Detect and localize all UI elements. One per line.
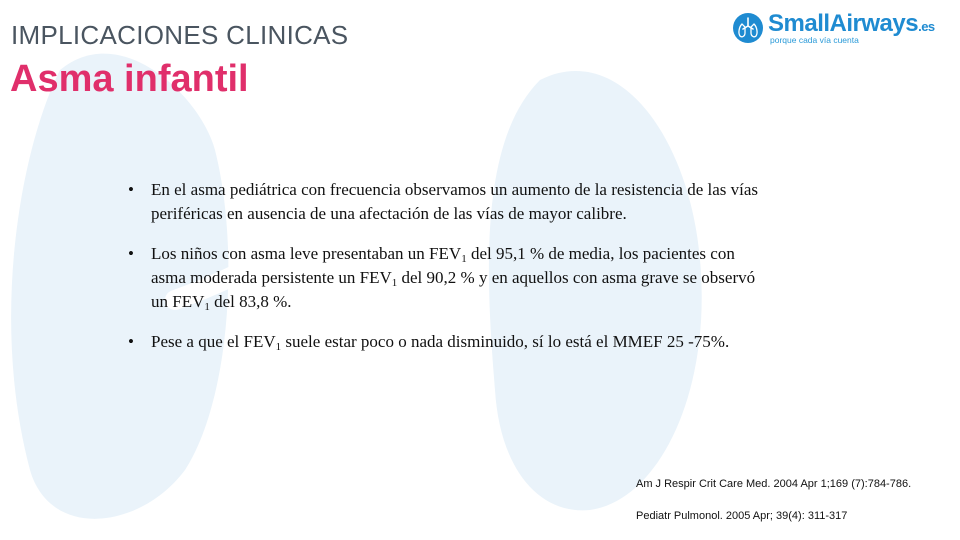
bullet-list [128,178,768,370]
section-title: IMPLICACIONES CLINICAS [11,20,349,50]
bullet-text: del 95,1 % de media, los pacientes con asma moderada persistente un FEV [151,244,735,287]
bullet-text: del 90,2 % y en aquellos con asma grave se observó un FEV [151,268,756,311]
lungs-icon [732,12,764,44]
subscript: 1 [461,253,467,265]
logo-tagline: porque cada vía cuenta [770,35,859,45]
bullet-text: En el asma pediátrica con frecuencia observamos un aumento de la resistencia de las vías periféricas en ausencia de una afectación de las vías de mayor calibre. [151,180,759,223]
logo-tld: .es [918,19,935,34]
page-title: Asma infantil [10,58,249,100]
smallairways-logo [732,10,942,46]
references [636,478,911,522]
bullet-item [128,178,768,226]
logo-name: SmallAirways [768,10,919,37]
subscript: 1 [204,301,210,313]
reference: Am J Respir Crit Care Med. 2004 Apr 1;169 (7):784-786. [636,478,912,490]
bullet-item [128,242,768,314]
subscript: 1 [275,341,282,353]
bullet-text: del 83,8 %. [209,292,292,311]
reference: Pediatr Pulmonol. 2005 Apr; 39(4): 311-317 [636,510,848,522]
subscript: 1 [391,277,398,289]
bullet-text: Pese a que el FEV [151,332,276,351]
bullet-text: Los niños con asma leve presentaban un FEV [151,244,462,263]
bullet-item [128,330,768,354]
bullet-text: suele estar poco o nada disminuido, sí lo está el MMEF 25 -75%. [281,332,730,351]
